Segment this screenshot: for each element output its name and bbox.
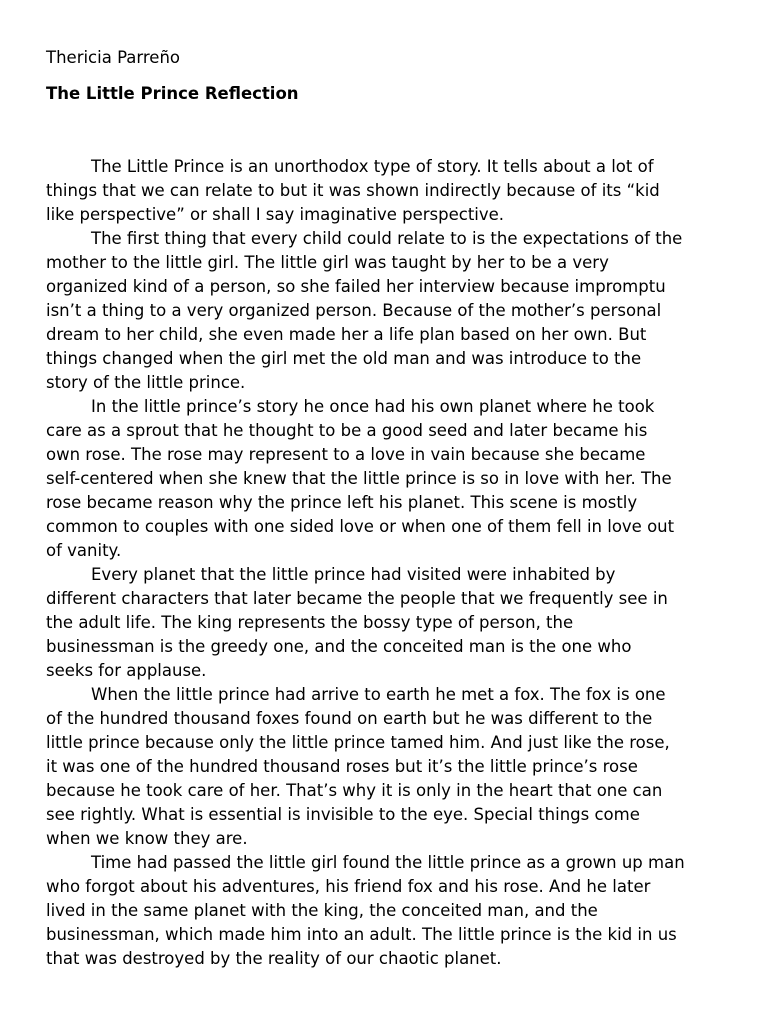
body-line: little prince because only the little prince tamed him. And just like the rose, xyxy=(46,733,670,752)
body-line: isn’t a thing to a very organized person. Because of the mother’s personal xyxy=(46,301,662,320)
body-line: story of the little prince. xyxy=(46,373,246,392)
body-line: like perspective” or shall I say imaginative perspective. xyxy=(46,205,505,224)
body-line: of the hundred thousand foxes found on earth but he was different to the xyxy=(46,709,653,728)
body-line: that was destroyed by the reality of our chaotic planet. xyxy=(46,949,502,968)
body-line: seeks for applause. xyxy=(46,661,207,680)
body-line: lived in the same planet with the king, the conceited man, and the xyxy=(46,901,598,920)
body-line: own rose. The rose may represent to a love in vain because she became xyxy=(46,445,646,464)
body-line: In the little prince’s story he once had his own planet where he took xyxy=(91,397,655,416)
body-line: dream to her child, she even made her a life plan based on her own. But xyxy=(46,325,647,344)
body-line: businessman, which made him into an adult. The little prince is the kid in us xyxy=(46,925,677,944)
body-line: When the little prince had arrive to earth he met a fox. The fox is one xyxy=(91,685,666,704)
body-line: care as a sprout that he thought to be a good seed and later became his xyxy=(46,421,648,440)
body-line: organized kind of a person, so she failed her interview because impromptu xyxy=(46,277,666,296)
body-line: The first thing that every child could relate to is the expectations of the xyxy=(91,229,683,248)
body-line: Every planet that the little prince had visited were inhabited by xyxy=(91,565,616,584)
body-line: rose became reason why the prince left his planet. This scene is mostly xyxy=(46,493,638,512)
body-line: businessman is the greedy one, and the conceited man is the one who xyxy=(46,637,632,656)
body-line: different characters that later became the people that we frequently see in xyxy=(46,589,668,608)
body-line: mother to the little girl. The little girl was taught by her to be a very xyxy=(46,253,609,272)
body-line: self-centered when she knew that the little prince is so in love with her. The xyxy=(46,469,672,488)
body-line: common to couples with one sided love or when one of them fell in love out xyxy=(46,517,675,536)
body-line: when we know they are. xyxy=(46,829,248,848)
body-line: Time had passed the little girl found the little prince as a grown up man xyxy=(91,853,685,872)
author-name: Thericia Parreño xyxy=(46,48,181,67)
body-line: of vanity. xyxy=(46,541,122,560)
document-title: The Little Prince Reflection xyxy=(46,84,299,103)
body-line: see rightly. What is essential is invisible to the eye. Special things come xyxy=(46,805,640,824)
body-line: things changed when the girl met the old man and was introduce to the xyxy=(46,349,642,368)
body-line: because he took care of her. That’s why it is only in the heart that one can xyxy=(46,781,663,800)
document-body xyxy=(46,155,728,971)
body-line: things that we can relate to but it was shown indirectly because of its “kid xyxy=(46,181,660,200)
body-line: who forgot about his adventures, his friend fox and his rose. And he later xyxy=(46,877,651,896)
body-line: it was one of the hundred thousand roses but it’s the little prince’s rose xyxy=(46,757,638,776)
body-line: The Little Prince is an unorthodox type of story. It tells about a lot of xyxy=(91,157,654,176)
body-line: the adult life. The king represents the bossy type of person, the xyxy=(46,613,574,632)
